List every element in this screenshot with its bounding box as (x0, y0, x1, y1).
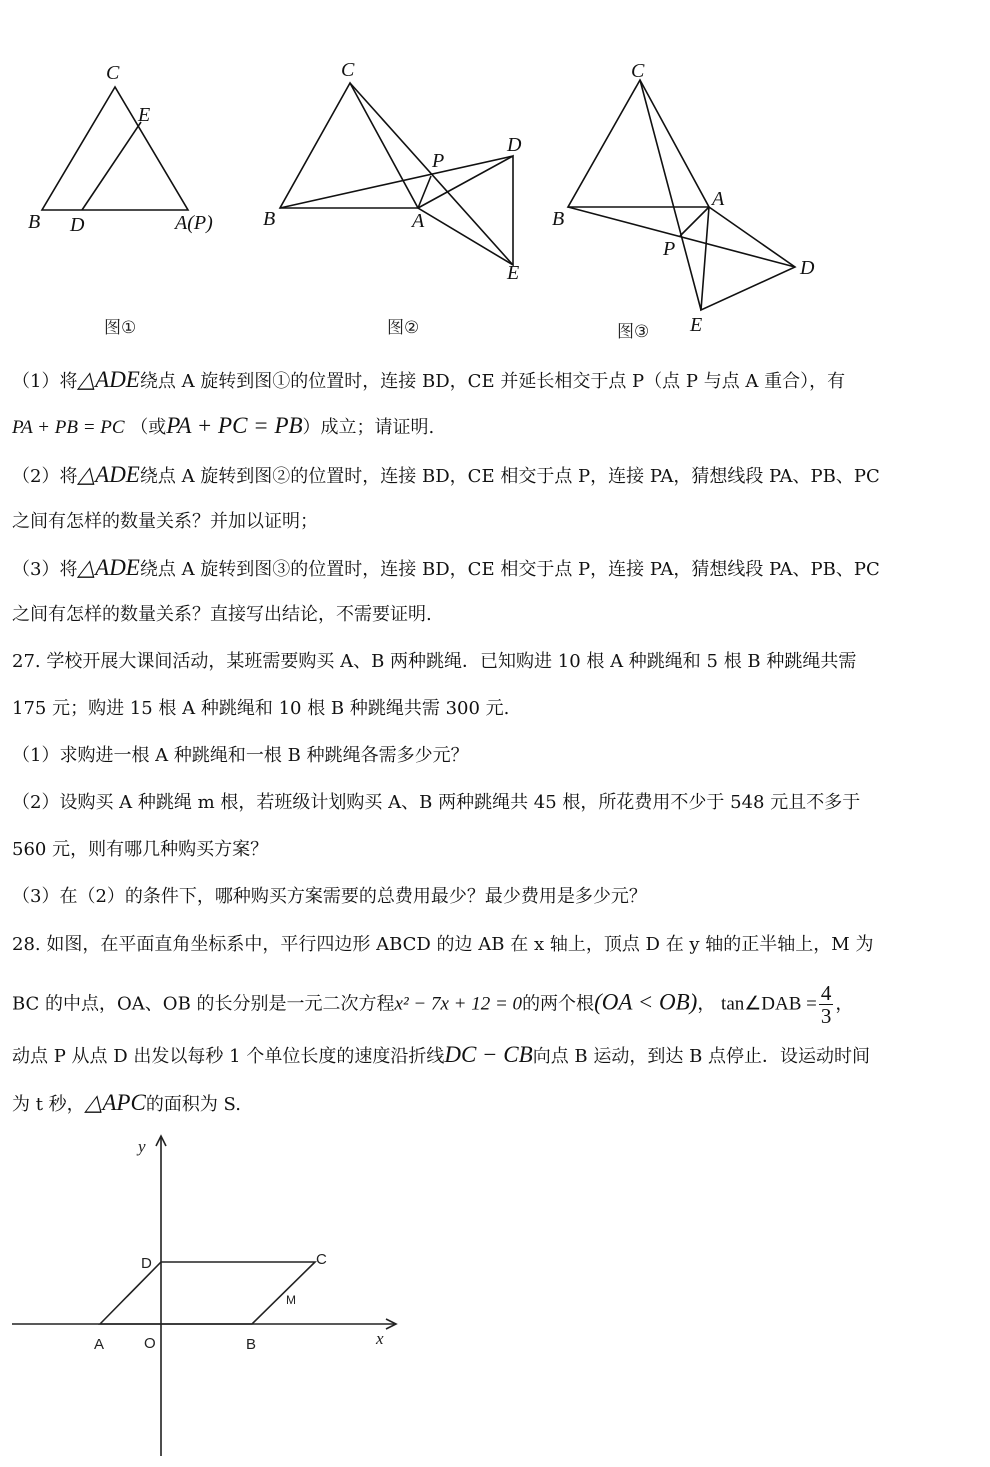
figure-3 (545, 55, 835, 340)
x-axis-label: x (376, 1329, 384, 1348)
q28-line1: 28. 如图，在平面直角坐标系中，平行四边形 ABCD 的边 AB 在 x 轴上，顶点 D 在 y 轴的正半轴上，M 为 (12, 934, 874, 955)
label-d: D (70, 214, 85, 236)
q26-part2-line2: 之间有怎样的数量关系？并加以证明； (12, 511, 318, 532)
figure-2 (255, 55, 555, 295)
label-c: C (631, 60, 645, 82)
segment-pa (680, 207, 709, 236)
condition-oa-ob: (OA < OB) (594, 989, 698, 1015)
label-d: D (800, 257, 815, 279)
segment-bd (280, 156, 513, 208)
label-o: O (144, 1335, 156, 1352)
q28-line2: BC 的中点，OA、OB 的长分别是一元二次方程x² − 7x + 12 = 0的两个根(OA < OB)， tan∠DAB = $\frac{4}{3}$ ， (12, 981, 854, 1028)
label-p: P (663, 238, 676, 260)
q26-part1-line2: PA + PB = PC （或PA + PC = PB）成立；请证明. (12, 413, 435, 438)
label-d: D (507, 134, 522, 156)
parallelogram-abcd (100, 1262, 315, 1324)
segment-pa (418, 176, 431, 208)
label-c: C (341, 59, 355, 81)
label-c: C (106, 62, 120, 84)
label-e: E (138, 104, 151, 126)
label-a: A (412, 210, 425, 232)
triangle-ade-symbol: △ADE (77, 462, 140, 487)
segment-de (82, 122, 141, 210)
equation-pa-pc-pb: PA + PC = PB (166, 413, 303, 438)
triangle-abc (568, 80, 709, 207)
label-p: P (432, 150, 445, 172)
figure-1-caption: 图① (104, 318, 137, 338)
q26-part2-line1: （2）将△ADE绕点 A 旋转到图②的位置时，连接 BD，CE 相交于点 P，连接 PA，猜想线段 PA、PB、PC (12, 462, 880, 487)
label-m: M (286, 1293, 296, 1307)
label-a: A (94, 1336, 105, 1353)
figure-1 (20, 55, 260, 255)
triangle-apc-symbol: △APC (84, 1090, 146, 1115)
q28-line4: 为 t 秒，△APC的面积为 S. (12, 1090, 241, 1115)
label-b: B (263, 208, 276, 230)
y-axis-label: y (138, 1137, 146, 1156)
segment-ce (640, 80, 701, 310)
equation-pa-pb-pc: PA + PB = PC (12, 417, 125, 438)
coordinate-figure (10, 1130, 410, 1460)
q28-line3: 动点 P 从点 D 出发以每秒 1 个单位长度的速度沿折线DC − CB向点 B 运动，到达 B 点停止．设运动时间 (12, 1042, 871, 1067)
label-e: E (507, 262, 520, 284)
triangle-ade-symbol: △ADE (77, 555, 140, 580)
label-b: B (28, 211, 41, 233)
label-a: A (712, 188, 725, 210)
q27-line2: 175 元；购进 15 根 A 种跳绳和 10 根 B 种跳绳共需 300 元. (12, 698, 510, 719)
label-c: C (316, 1251, 327, 1268)
q27-line1: 27. 学校开展大课间活动，某班需要购买 A、B 两种跳绳．已知购进 10 根 A 种跳绳和 5 根 B 种跳绳共需 (12, 651, 857, 672)
q27-line3: （1）求购进一根 A 种跳绳和一根 B 种跳绳各需多少元？ (12, 745, 469, 766)
label-b: B (552, 208, 565, 230)
tan-dab: tan∠DAB = (721, 993, 817, 1015)
q26-part1-line1: （1）将△ADE绕点 A 旋转到图①的位置时，连接 BD，CE 并延长相交于点 P（点 P 与点 A 重合），有 (12, 367, 846, 392)
path-dc-cb: DC − CB (444, 1042, 533, 1067)
q27-line6: （3）在（2）的条件下，哪种购买方案需要的总费用最少？最少费用是多少元？ (12, 886, 647, 907)
q26-part3-line1: （3）将△ADE绕点 A 旋转到图③的位置时，连接 BD，CE 相交于点 P，连接 PA，猜想线段 PA、PB、PC (12, 555, 880, 580)
label-e: E (690, 314, 703, 336)
triangle-abc (280, 83, 418, 208)
label-a-p: A(P) (175, 212, 213, 234)
q26-part3-line2: 之间有怎样的数量关系？直接写出结论，不需要证明. (12, 604, 432, 625)
triangle-ade (701, 207, 795, 310)
quadratic-equation: x² − 7x + 12 = 0 (394, 993, 523, 1015)
figure-3-caption: 图③ (617, 322, 650, 342)
figure-2-caption: 图② (387, 318, 420, 338)
q27-line4: （2）设购买 A 种跳绳 m 根，若班级计划购买 A、B 两种跳绳共 45 根，所花费用不少于 548 元且不多于 (12, 792, 861, 813)
label-b: B (246, 1336, 257, 1353)
label-d: D (141, 1255, 152, 1272)
triangle-ade-symbol: △ADE (77, 367, 140, 392)
segment-ce (350, 83, 513, 265)
triangle-abc (42, 87, 188, 210)
fraction-four-thirds: $\frac{4}{3}$ (820, 981, 832, 1028)
q27-line5: 560 元，则有哪几种购买方案？ (12, 839, 269, 860)
